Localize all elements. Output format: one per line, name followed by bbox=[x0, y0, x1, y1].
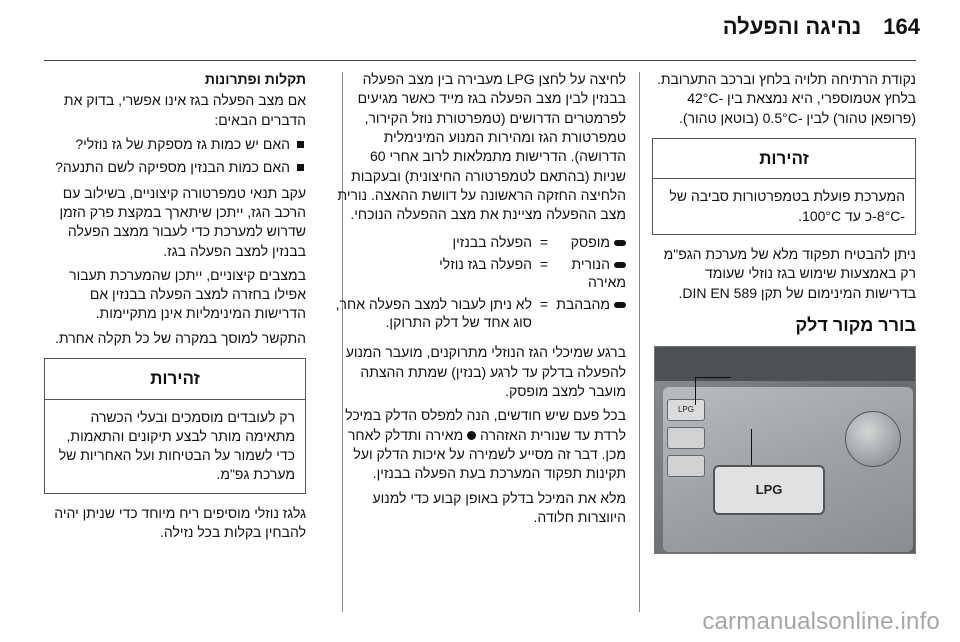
column-right bbox=[652, 70, 916, 554]
troubleshooting-intro: אם מצב הפעלה בגז אינו אפשרי, בדוק את הדברים הבאים: bbox=[63, 92, 306, 128]
status-state-cell: הנורית מאירה bbox=[571, 255, 626, 290]
callout-line bbox=[695, 377, 731, 405]
page-number: 164 bbox=[883, 14, 920, 39]
list-item: האם כמות הבנזין מספיקה לשם התנעה? bbox=[44, 158, 306, 177]
notice-title: זהירות bbox=[45, 359, 305, 399]
notice-body: רק לעובדים מוסמכים ובעלי הכשרה מתאימה מותר לבצע תיקונים והתאמות, כדי לשמור על הבטיחות ועל האחריות של מערכת גפ"מ. bbox=[58, 408, 295, 483]
din-standard-paragraph: ניתן להבטיח תפקוד מלא של מערכת הגפ"מ רק באמצעות שימוש בגז נוזלי שעומד בדרישות המינימום של תקן DIN EN 589. bbox=[663, 246, 916, 301]
table-row bbox=[334, 253, 626, 293]
console-button bbox=[667, 455, 705, 477]
lpg-button-paragraph: לחיצה על לחצן LPG מעבירה בין מצב הפעלה בבנזין לבין מצב הפעלה בגז מייד כאשר מגיעים לפרמטרים הדרושים (טמפרטורת נוזל הקירור, טמפרטורת הגז ומהירות המנוע המינימלית הדרושה). הדרישות מתמלאות לרוב אחרי 60 שניות (בהתאם לטמפרטורה החיצונית) ובעקבות הלחיצה החזקה הראשונה על דוושת ההאצה. נורית מצב ההפעלה מציינת את מצב ההפעלה הנוכחי. bbox=[337, 71, 626, 223]
page-header bbox=[40, 14, 920, 48]
callout-line bbox=[751, 429, 752, 465]
extreme-conditions-paragraph: במצבים קיצוניים, ייתכן שהמערכת תעבור אפילו בחזרה למצב הפעלה בבנזין אם הדרישות המינימליות אינן מתקיימות. bbox=[69, 266, 306, 322]
lpg-button-photo bbox=[654, 346, 916, 554]
notice-box-temperature bbox=[652, 138, 916, 235]
status-meaning-cell: הפעלה בבנזין bbox=[452, 233, 532, 250]
check-list bbox=[44, 135, 306, 178]
tank-empty-paragraph: ברגע שמיכלי הגז הנוזלי מתרוקנים, מועבר המנוע להפעלה בדלק עד לרגע (בנזין) שמתת ההצתה מועבר למצב מופסק. bbox=[345, 344, 626, 400]
table-row bbox=[334, 231, 626, 253]
equals-cell: = bbox=[539, 255, 549, 272]
equals-cell: = bbox=[539, 233, 549, 250]
column-divider-right bbox=[639, 72, 640, 612]
lpg-main-button: LPG bbox=[713, 465, 825, 515]
boiling-point-paragraph: נקודת הרתיחה תלויה בלחץ וברכב התערובת. בלחץ אטמוספרי, היא נמצאת בין -42°C (פרופאן טהור) לבין -0.5°C (בוטאן טהור). bbox=[656, 71, 916, 126]
status-meaning-cell: לא ניתן לעבור למצב הפעלה אחר, סוג אחד של דלק התרוקן. bbox=[335, 296, 532, 331]
notice-body: המערכת פועלת בטמפרטורות סביבה של -8°C-כ עד 100°C. bbox=[669, 188, 905, 224]
status-meaning-cell: הפעלה בגז נוזלי bbox=[439, 255, 532, 272]
section-heading-fuel-selector: בורר מקור דלק bbox=[795, 314, 916, 335]
list-item: האם יש כמות גז מספקת של גז נוזלי? bbox=[44, 135, 306, 154]
dashboard-trim bbox=[655, 347, 916, 381]
odor-paragraph: גלגז נוזלי מוסיפים ריח מיוחד כדי שניתן יהיה להבחין בקלות בכל נזילה. bbox=[54, 504, 306, 541]
led-icon bbox=[614, 240, 626, 246]
console-knob bbox=[845, 411, 901, 467]
led-icon bbox=[614, 302, 626, 308]
column-left bbox=[44, 70, 306, 547]
status-light-table bbox=[334, 231, 626, 334]
header-rule bbox=[44, 60, 916, 61]
console-button bbox=[667, 427, 705, 449]
extreme-temp-paragraph: עקב תנאי טמפרטורה קיצוניים, בשילוב עם הרכב הגז, ייתכן שיתארך במקצת פרק הזמן שדרוש למערכת כדי לעבור ממצב הפעלה בבנזין למצב הפעלה בגז. bbox=[59, 184, 306, 259]
chapter-title: נהיגה והפעלה bbox=[722, 14, 862, 39]
troubleshooting-heading: תקלות ופתרונות bbox=[204, 71, 306, 87]
status-state-cell: מופסק bbox=[556, 231, 626, 253]
warning-light-icon bbox=[467, 431, 476, 440]
watermark: carmanualsonline.info bbox=[702, 608, 940, 635]
lpg-small-button: LPG bbox=[667, 399, 705, 421]
monthly-fuel-paragraph: בכל פעם שיש חודשים, הנה למפלס הדלק במיכל לרדת עד שנורית האזהרה מאירה ותדלק לאחר מכן. דבר זה מסייע לשמירה על איכות הדלק ועל תקינות תפקוד המערכת בעת הפעלה בבנזין. bbox=[345, 407, 626, 482]
notice-title: זהירות bbox=[653, 139, 915, 179]
notice-box-repairs bbox=[44, 358, 306, 494]
led-icon bbox=[614, 262, 626, 268]
equals-cell: = bbox=[539, 296, 549, 313]
table-row bbox=[334, 293, 626, 333]
fill-tank-paragraph: מלא את המיכל בדלק באופן קבוע כדי למנוע היווצרות חלודה. bbox=[372, 489, 626, 525]
contact-garage-paragraph: התקשר למוסך במקרה של כל תקלה אחרת. bbox=[55, 329, 306, 346]
column-middle bbox=[334, 70, 626, 532]
status-state-cell: מהבהבת bbox=[556, 293, 626, 333]
